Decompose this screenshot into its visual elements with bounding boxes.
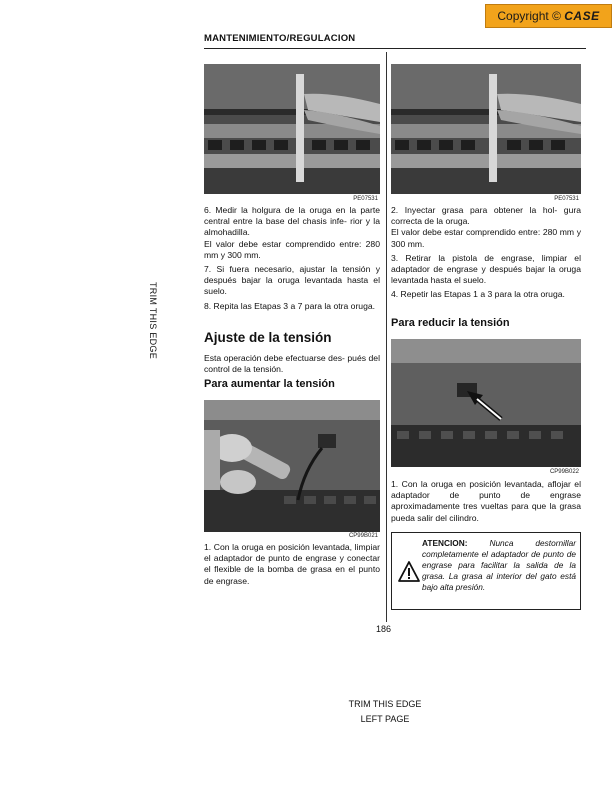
step-3: 3. Retirar la pistola de engrase, limpiar el adaptador de engrase y después bajar la oruga levantada hasta el suelo. — [391, 252, 581, 286]
section-title: Ajuste de la tensión — [204, 330, 332, 345]
step-6-value: El valor debe estar comprendido entre: 280 mm y 300 mm. — [204, 238, 380, 260]
photo-track-measure-left — [204, 64, 380, 194]
warning-label: ATENCION: — [422, 538, 468, 548]
warning-triangle-icon — [398, 561, 420, 583]
page-number: 186 — [376, 624, 392, 634]
step-8: 8. Repita las Etapas 3 a 7 para la otra oruga. — [204, 300, 376, 311]
photo-code: CP99B021 — [348, 533, 378, 539]
step-4: 4. Repetir las Etapas 1 a 3 para la otra oruga. — [391, 289, 565, 300]
step-6: 6. Medir la holgura de la oruga en la parte central entre la base del chasis infe- rior y la almohadilla. — [204, 205, 380, 238]
trim-line-2: LEFT PAGE — [360, 714, 410, 724]
photo-code: PE07531 — [554, 196, 579, 202]
photo-track-measure-right — [391, 64, 581, 194]
header-rule — [204, 48, 586, 49]
left-steps — [204, 205, 380, 312]
warning-text — [422, 538, 576, 593]
photo-code: PE07531 — [353, 196, 378, 202]
step-2-value: El valor debe estar comprendido entre: 280 mm y 300 mm. — [391, 227, 581, 249]
case-logo: CASE — [564, 9, 600, 23]
photo-code: CP99B022 — [549, 469, 579, 475]
trim-line-1: TRIM THIS EDGE — [348, 699, 422, 709]
bottom-trim-label — [320, 697, 450, 727]
section-intro: Esta operación debe efectuarse des- pués del control de la tensión. — [204, 353, 380, 375]
copyright-prefix: Copyright © — [497, 9, 561, 23]
step-2: 2. Inyectar grasa para obtener la hol- gura correcta de la oruga. — [391, 205, 581, 227]
side-trim-label: TRIM THIS EDGE — [148, 282, 158, 360]
photo-grease-gun — [204, 400, 380, 532]
step-7: 7. Si fuera necesario, ajustar la tensión y después bajar la oruga levantada hasta el suelo. — [204, 264, 380, 297]
reduce-tension-title: Para reducir la tensión — [391, 317, 510, 329]
right-steps — [391, 205, 581, 301]
column-divider — [386, 52, 387, 622]
copyright-badge — [485, 4, 612, 28]
warning-body: Nunca destornillar completamente el adaptador de punto de engrase para facilitar la salida de la grasa. La grasa al interior del gato está bajo alta presión. — [422, 538, 576, 593]
reduce-step-1: 1. Con la oruga en posición levantada, aflojar el adaptador de punto de engrase aproximadamente tres vueltas para que la grasa pueda salir del cilindro. — [391, 479, 581, 523]
increase-tension-title: Para aumentar la tensión — [204, 378, 335, 390]
page-header: MANTENIMIENTO/REGULACION — [204, 33, 356, 44]
warning-box — [391, 532, 581, 610]
photo-grease-fitting — [391, 339, 581, 467]
increase-step-1: 1. Con la oruga en posición levantada, limpiar el adaptador de punto de engrase y conectar el flexible de la bomba de grasa en el punto de engrase. — [204, 542, 380, 586]
